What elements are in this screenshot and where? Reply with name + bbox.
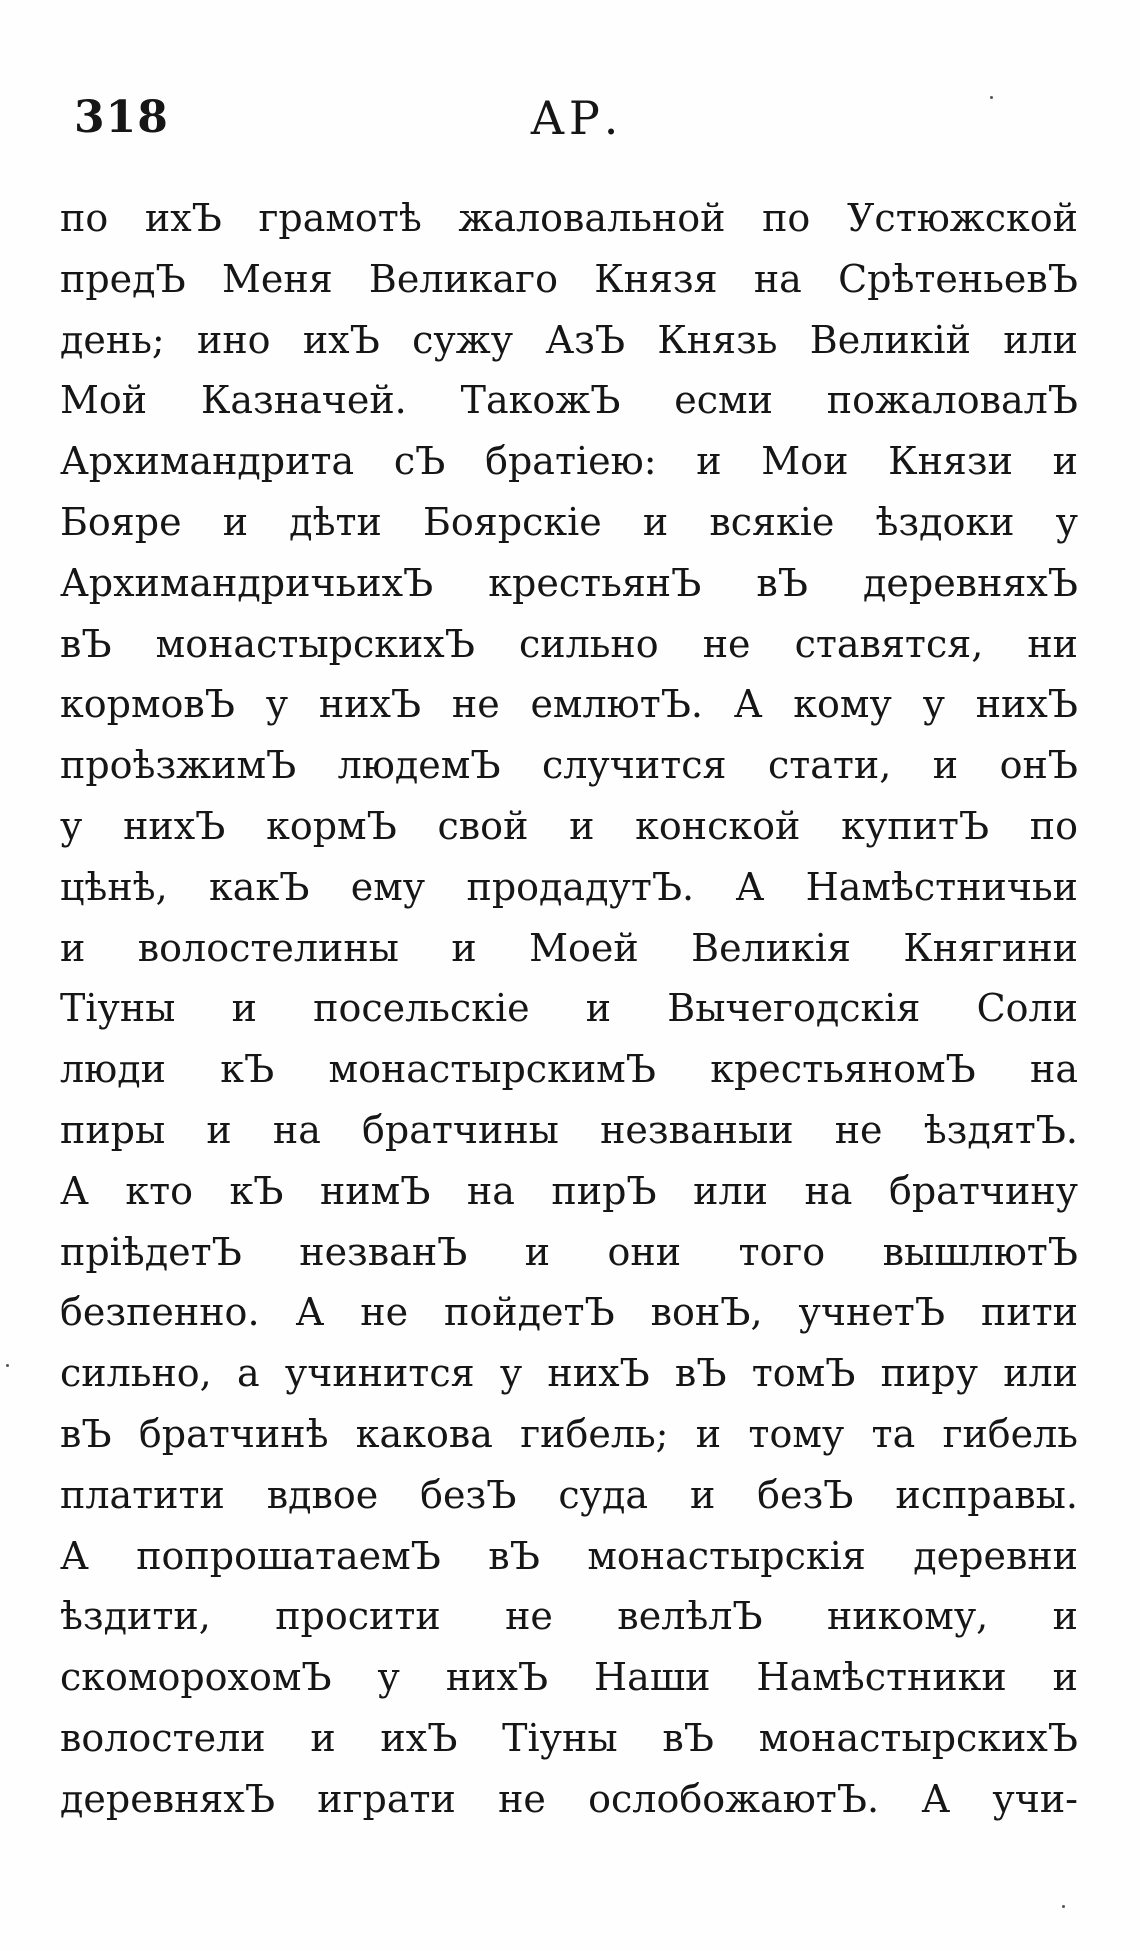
- text-line: ѣздити, просити не велѣлЪ никому, и: [60, 1594, 1078, 1639]
- text-line: Бояре и дѣти Боярскіе и всякіе ѣздоки у: [60, 499, 1078, 544]
- text-line: цѣнѣ, какЪ ему продадутЪ. А Намѣстничьи: [60, 864, 1078, 909]
- text-line: пиры и на братчины незваныи не ѣздятЪ.: [60, 1107, 1078, 1152]
- running-head: АР.: [530, 91, 623, 145]
- text-line: Тіуны и посельскіе и Вычегодскія Соли: [60, 986, 1078, 1031]
- text-line: у нихЪ кормЪ свой и конской купитЪ по: [60, 803, 1078, 848]
- text-line: люди кЪ монастырскимЪ крестьяномЪ на: [60, 1047, 1078, 1092]
- text-line: Мой Казначей. ТакожЪ есми пожаловалЪ: [60, 378, 1078, 423]
- paper-speck: [1062, 1905, 1065, 1908]
- text-line: А кто кЪ нимЪ на пирЪ или на братчину: [60, 1168, 1078, 1213]
- text-line: безпенно. А не пойдетЪ вонЪ, учнетЪ пити: [60, 1290, 1078, 1335]
- text-line: деревняхЪ играти не ослобожаютЪ. А учи-: [60, 1776, 1078, 1821]
- body-text: [60, 188, 1078, 1830]
- text-line: проѣзжимЪ людемЪ случится стати, и онЪ: [60, 743, 1078, 788]
- paper-speck: [990, 96, 993, 99]
- text-line: вЪ монастырскихЪ сильно не ставятся, ни: [60, 621, 1078, 666]
- page-number: 318: [74, 92, 169, 143]
- text-line: волостели и ихЪ Тіуны вЪ монастырскихЪ: [60, 1715, 1078, 1760]
- text-line: по ихЪ грамотѣ жаловальной по Устюжской: [60, 196, 1078, 240]
- text-line: пріѣдетЪ незванЪ и они того вышлютЪ: [60, 1229, 1078, 1274]
- text-line: день; ино ихЪ сужу АзЪ Князь Великій или: [60, 317, 1078, 362]
- text-line: А попрошатаемЪ вЪ монастырскія деревни: [60, 1533, 1078, 1578]
- paper-speck: [6, 1364, 9, 1367]
- text-line: вЪ братчинѣ какова гибель; и тому та гибель: [60, 1411, 1078, 1456]
- text-line: и волостелины и Моей Великія Княгини: [60, 925, 1078, 970]
- text-line: сильно, а учинится у нихЪ вЪ томЪ пиру или: [60, 1351, 1078, 1396]
- text-line: АрхимандричьихЪ крестьянЪ вЪ деревняхЪ: [60, 560, 1078, 605]
- text-line: скоморохомЪ у нихЪ Наши Намѣстники и: [60, 1655, 1078, 1700]
- text-line: Архимандрита сЪ братіею: и Мои Князи и: [60, 439, 1078, 484]
- text-line: предЪ Меня Великаго Князя на СрѣтеньевЪ: [60, 256, 1078, 301]
- text-line: кормовЪ у нихЪ не емлютЪ. А кому у нихЪ: [60, 682, 1078, 727]
- text-line: платити вдвое безЪ суда и безЪ исправы.: [60, 1472, 1078, 1517]
